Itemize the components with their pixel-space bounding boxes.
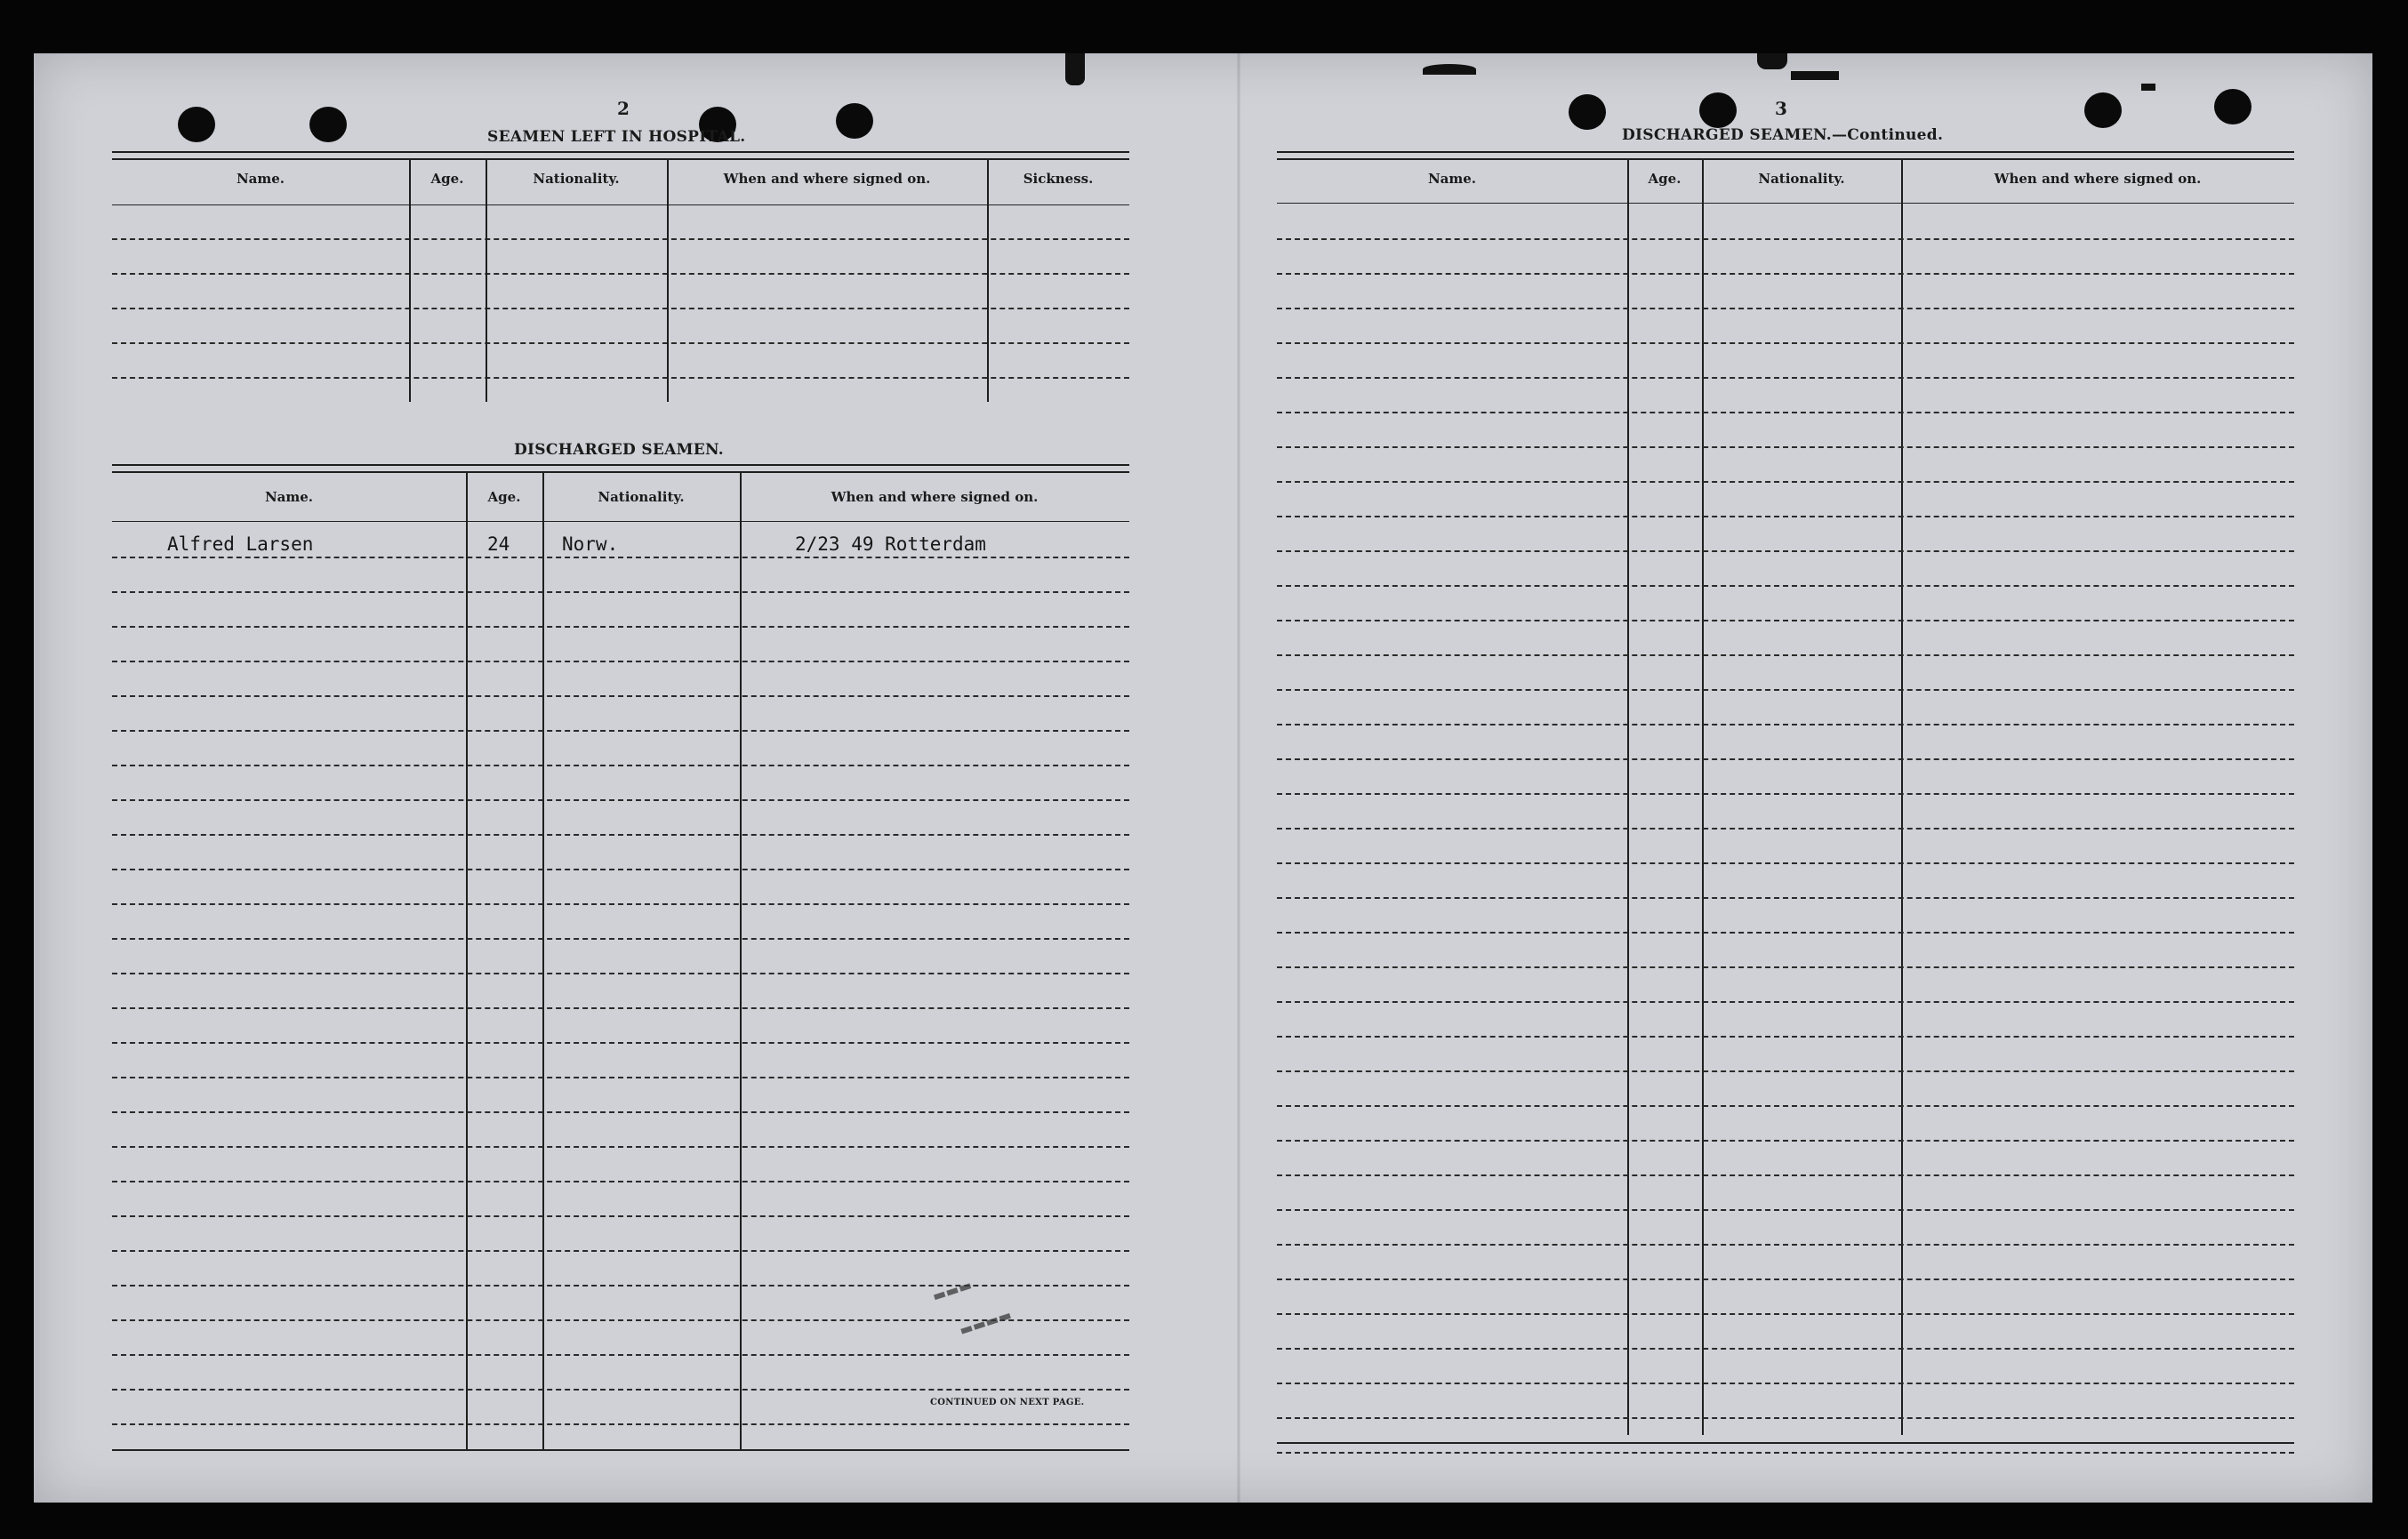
ruled-line [1277, 308, 2294, 309]
punch-hole [1699, 92, 1737, 128]
ruled-line [1277, 1244, 2294, 1246]
ruled-line [1277, 412, 2294, 413]
tear-mark [2141, 84, 2155, 91]
ruled-line [112, 1423, 1129, 1425]
ruled-line [112, 661, 1129, 662]
col-header-name: Name. [236, 171, 285, 187]
ruled-line [112, 938, 1129, 940]
ruled-line [112, 1007, 1129, 1009]
ruled-line [1277, 1452, 2294, 1454]
discharged-section-title: DISCHARGED SEAMEN. [514, 441, 724, 459]
col-header-signed-on: When and where signed on. [831, 489, 1039, 505]
ruled-line [1277, 1036, 2294, 1038]
ruled-line [1277, 446, 2294, 448]
ruled-line [112, 626, 1129, 628]
document-sheet [34, 53, 2372, 1503]
ruled-line [1277, 897, 2294, 899]
ruled-line [112, 765, 1129, 766]
seaman-nationality: Norw. [562, 533, 619, 555]
ruled-line [1277, 550, 2294, 552]
discharged-continued-table [1277, 151, 2294, 1449]
ruled-line [112, 1389, 1129, 1391]
faint-stamp: ▬▬▬▬ [957, 1306, 1014, 1339]
tear-mark [1791, 71, 1839, 80]
hospital-table [112, 151, 1129, 418]
ruled-line [112, 869, 1129, 870]
punch-hole [2084, 92, 2122, 128]
punch-hole [178, 107, 215, 142]
ruled-line [112, 730, 1129, 732]
ruled-line [1277, 689, 2294, 691]
discharged-table [112, 464, 1129, 1451]
punch-hole [2214, 89, 2251, 124]
ruled-line [112, 1181, 1129, 1182]
ruled-line [1277, 1348, 2294, 1350]
ruled-line [112, 1285, 1129, 1287]
ruled-line [112, 903, 1129, 905]
ruled-line [1277, 1417, 2294, 1419]
ruled-line [1277, 932, 2294, 934]
ruled-line [1277, 758, 2294, 760]
col-header-signed-on: When and where signed on. [1994, 171, 2202, 187]
tear-mark [1065, 53, 1085, 85]
ruled-line [1277, 862, 2294, 864]
ruled-line [1277, 1209, 2294, 1211]
col-header-nationality: Nationality. [1758, 171, 1845, 187]
ruled-line [1277, 724, 2294, 725]
col-header-nationality: Nationality. [533, 171, 620, 187]
ruled-line [112, 1354, 1129, 1356]
hospital-section-title: SEAMEN LEFT IN HOSPITAL. [487, 128, 746, 146]
ruled-line [1277, 273, 2294, 275]
seaman-name: Alfred Larsen [167, 533, 314, 555]
ruled-line [1277, 793, 2294, 795]
continued-note: CONTINUED ON NEXT PAGE. [930, 1398, 1085, 1407]
ruled-line [112, 799, 1129, 801]
punch-hole [836, 103, 873, 139]
ruled-line [1277, 342, 2294, 344]
tear-mark [1423, 64, 1476, 75]
col-header-age: Age. [487, 489, 521, 505]
ruled-line [112, 973, 1129, 974]
ruled-line [112, 695, 1129, 697]
seaman-signed-on: 2/23 49 Rotterdam [795, 533, 986, 555]
ruled-line [1277, 1140, 2294, 1142]
ruled-line [1277, 585, 2294, 587]
ruled-line [1277, 1105, 2294, 1107]
ruled-line [1277, 1383, 2294, 1384]
ruled-line [1277, 828, 2294, 830]
ruled-line [112, 1250, 1129, 1252]
ruled-line [1277, 654, 2294, 656]
ruled-line [112, 1111, 1129, 1113]
ruled-line [1277, 1070, 2294, 1072]
seaman-age: 24 [487, 533, 510, 555]
ruled-line [112, 834, 1129, 836]
ruled-line [1277, 1278, 2294, 1280]
col-header-name: Name. [264, 489, 314, 505]
page-number-left: 2 [617, 98, 630, 119]
page-fold [1237, 53, 1240, 1503]
tear-mark [1757, 53, 1787, 69]
col-header-age: Age. [430, 171, 464, 187]
col-header-age: Age. [1648, 171, 1682, 187]
ruled-line [112, 1077, 1129, 1078]
ruled-line [112, 591, 1129, 593]
col-header-sickness: Sickness. [1023, 171, 1094, 187]
ruled-line [112, 557, 1129, 558]
discharged-continued-title: DISCHARGED SEAMEN.—Continued. [1622, 126, 1944, 144]
punch-hole [1569, 94, 1606, 130]
ruled-line [1277, 481, 2294, 483]
punch-hole [309, 107, 347, 142]
ruled-line [112, 1215, 1129, 1217]
col-header-signed-on: When and where signed on. [723, 171, 931, 187]
faint-stamp: ▬▬▬ [930, 1276, 975, 1305]
ruled-line [112, 1146, 1129, 1148]
ruled-line [1277, 966, 2294, 968]
ruled-line [1277, 377, 2294, 379]
ruled-line [1277, 516, 2294, 517]
ruled-line [112, 1042, 1129, 1044]
page-number-right: 3 [1775, 98, 1787, 119]
col-header-nationality: Nationality. [598, 489, 685, 505]
ruled-line [1277, 620, 2294, 621]
ruled-line [1277, 1001, 2294, 1003]
ruled-line [1277, 1313, 2294, 1315]
ruled-line [1277, 1174, 2294, 1176]
col-header-name: Name. [1427, 171, 1477, 187]
ruled-line [1277, 238, 2294, 240]
